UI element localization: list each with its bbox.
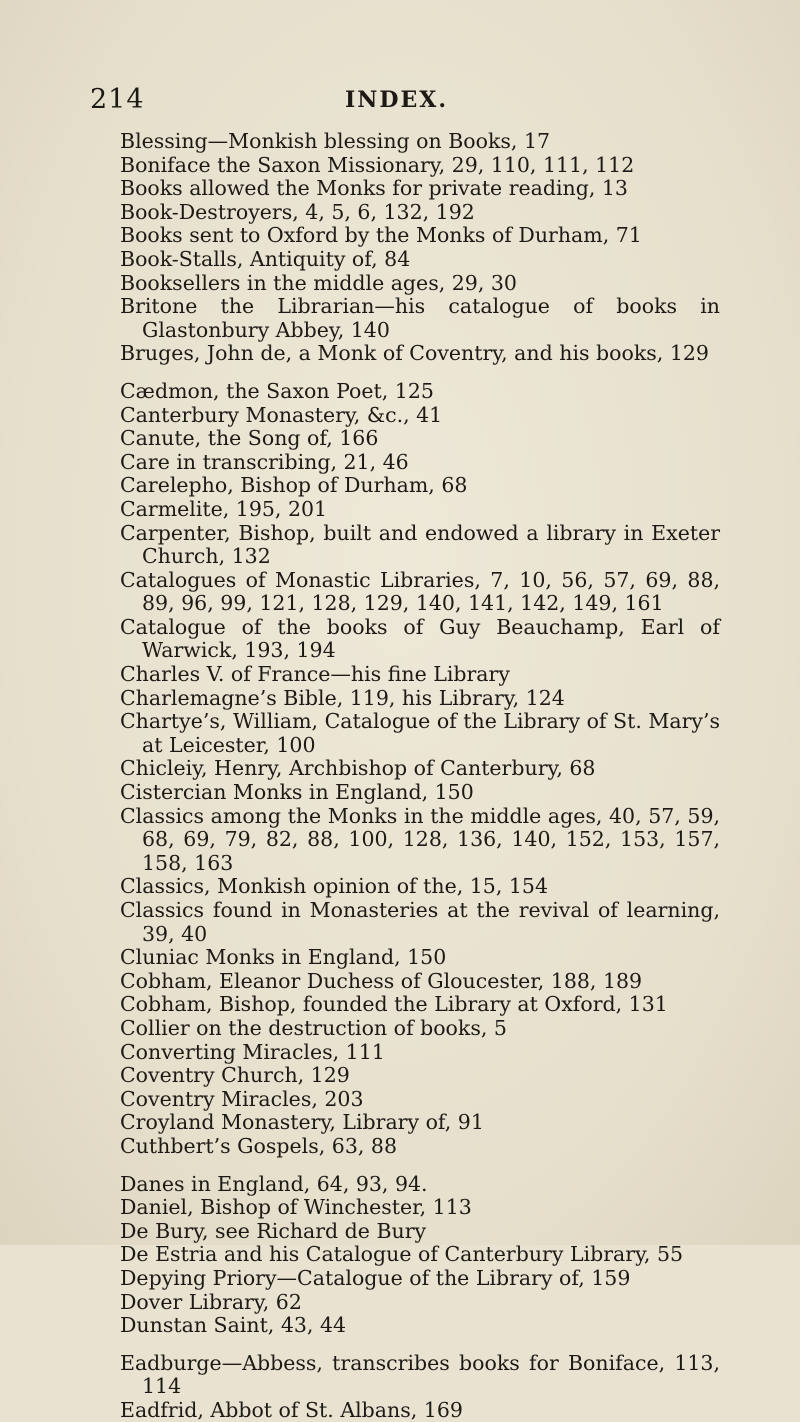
index-entry: De Bury, see Richard de Bury (120, 1218, 427, 1243)
index-entry: Carpenter, Bishop, built and endowed a library in Exeter Church, 132 (120, 520, 720, 569)
index-entry: Book-Stalls, Antiquity of, 84 (120, 246, 411, 271)
index-entry: Bruges, John de, a Monk of Coventry, and his books, 129 (120, 341, 709, 366)
index-entry: Cluniac Monks in England, 150 (120, 945, 447, 970)
index-entry: Carmelite, 195, 201 (120, 496, 328, 521)
index-entry: Cobham, Bishop, founded the Library at Oxford, 131 (120, 992, 668, 1017)
index-entry: Collier on the destruction of books, 5 (120, 1015, 507, 1040)
index-entry: Care in transcribing, 21, 46 (120, 449, 409, 474)
index-entry: Canute, the Song of, 166 (120, 426, 379, 451)
index-entry: Dover Library, 62 (120, 1289, 302, 1314)
index-entry: Book-Destroyers, 4, 5, 6, 132, 192 (120, 199, 475, 224)
index-entry: Cistercian Monks in England, 150 (120, 780, 474, 805)
index-entry: Coventry Miracles, 203 (120, 1086, 364, 1111)
index-entry: Booksellers in the middle ages, 29, 30 (120, 270, 517, 295)
index-entry: Cuthbert’s Gospels, 63, 88 (120, 1133, 397, 1158)
index-entry: Catalogue of the books of Guy Beauchamp, Earl of Warwick, 193, 194 (120, 614, 720, 663)
index-entry: Cobham, Eleanor Duchess of Gloucester, 188, 189 (120, 968, 643, 993)
index-entry: Dunstan Saint, 43, 44 (120, 1313, 347, 1338)
index-entry: Carelepho, Bishop of Durham, 68 (120, 473, 468, 498)
index-entry: Croyland Monastery, Library of, 91 (120, 1110, 484, 1135)
index-entry: Cædmon, the Saxon Poet, 125 (120, 378, 434, 403)
page-header (90, 84, 730, 114)
index-letter-group (120, 380, 720, 1159)
index-entry: Coventry Church, 129 (120, 1063, 350, 1088)
index-entry: Boniface the Saxon Missionary, 29, 110, 111, 112 (120, 152, 635, 177)
index-letter-group (120, 1173, 720, 1338)
index-entry: Chartye’s, William, Catalogue of the Library of St. Mary’s at Leicester, 100 (120, 709, 720, 757)
index-entry: Classics among the Monks in the middle ages, 40, 57, 59, 68, 69, 79, 82, 88, 100, 128, 136, 140, 152, 153, 157, 158, 163 (120, 803, 720, 875)
index-entry: Britone the Librarian—his catalogue of books in Glastonbury Abbey, 140 (120, 294, 720, 342)
index-entry: Books allowed the Monks for private reading, 13 (120, 176, 628, 201)
page-number: 214 (90, 84, 145, 115)
index-entry: Eadfrid, Abbot of St. Albans, 169 (120, 1397, 463, 1422)
index-entry: Depying Priory—Catalogue of the Library of, 159 (120, 1265, 631, 1290)
running-head: INDEX. (345, 87, 448, 113)
index-entry: Daniel, Bishop of Winchester, 113 (120, 1195, 472, 1220)
index-entry: Charlemagne’s Bible, 119, his Library, 124 (120, 685, 565, 710)
index-entry: Eadburge—Abbess, transcribes books for Boniface, 113, 114 (120, 1350, 720, 1399)
index-letter-group (120, 130, 720, 366)
index-entry: De Estria and his Catalogue of Canterbury Library, 55 (120, 1242, 684, 1267)
index-entry: Catalogues of Monastic Libraries, 7, 10, 56, 57, 69, 88, 89, 96, 99, 121, 128, 129, 140, 141, 142, 149, 161 (120, 567, 720, 616)
index-entry: Danes in England, 64, 93, 94. (120, 1171, 428, 1196)
index-entry: Classics found in Monasteries at the revival of learning, 39, 40 (120, 898, 720, 946)
index-entry: Chicleiy, Henry, Archbishop of Canterbury, 68 (120, 756, 596, 781)
index-letter-group (120, 1352, 720, 1422)
index-entries (120, 130, 720, 1422)
index-entry: Blessing—Monkish blessing on Books, 17 (120, 129, 551, 153)
index-entry: Books sent to Oxford by the Monks of Durham, 71 (120, 223, 642, 248)
index-entry: Charles V. of France—his fine Library (120, 662, 510, 687)
index-entry: Converting Miracles, 111 (120, 1039, 385, 1064)
index-entry: Classics, Monkish opinion of the, 15, 154 (120, 874, 548, 899)
index-entry: Canterbury Monastery, &c., 41 (120, 402, 443, 427)
